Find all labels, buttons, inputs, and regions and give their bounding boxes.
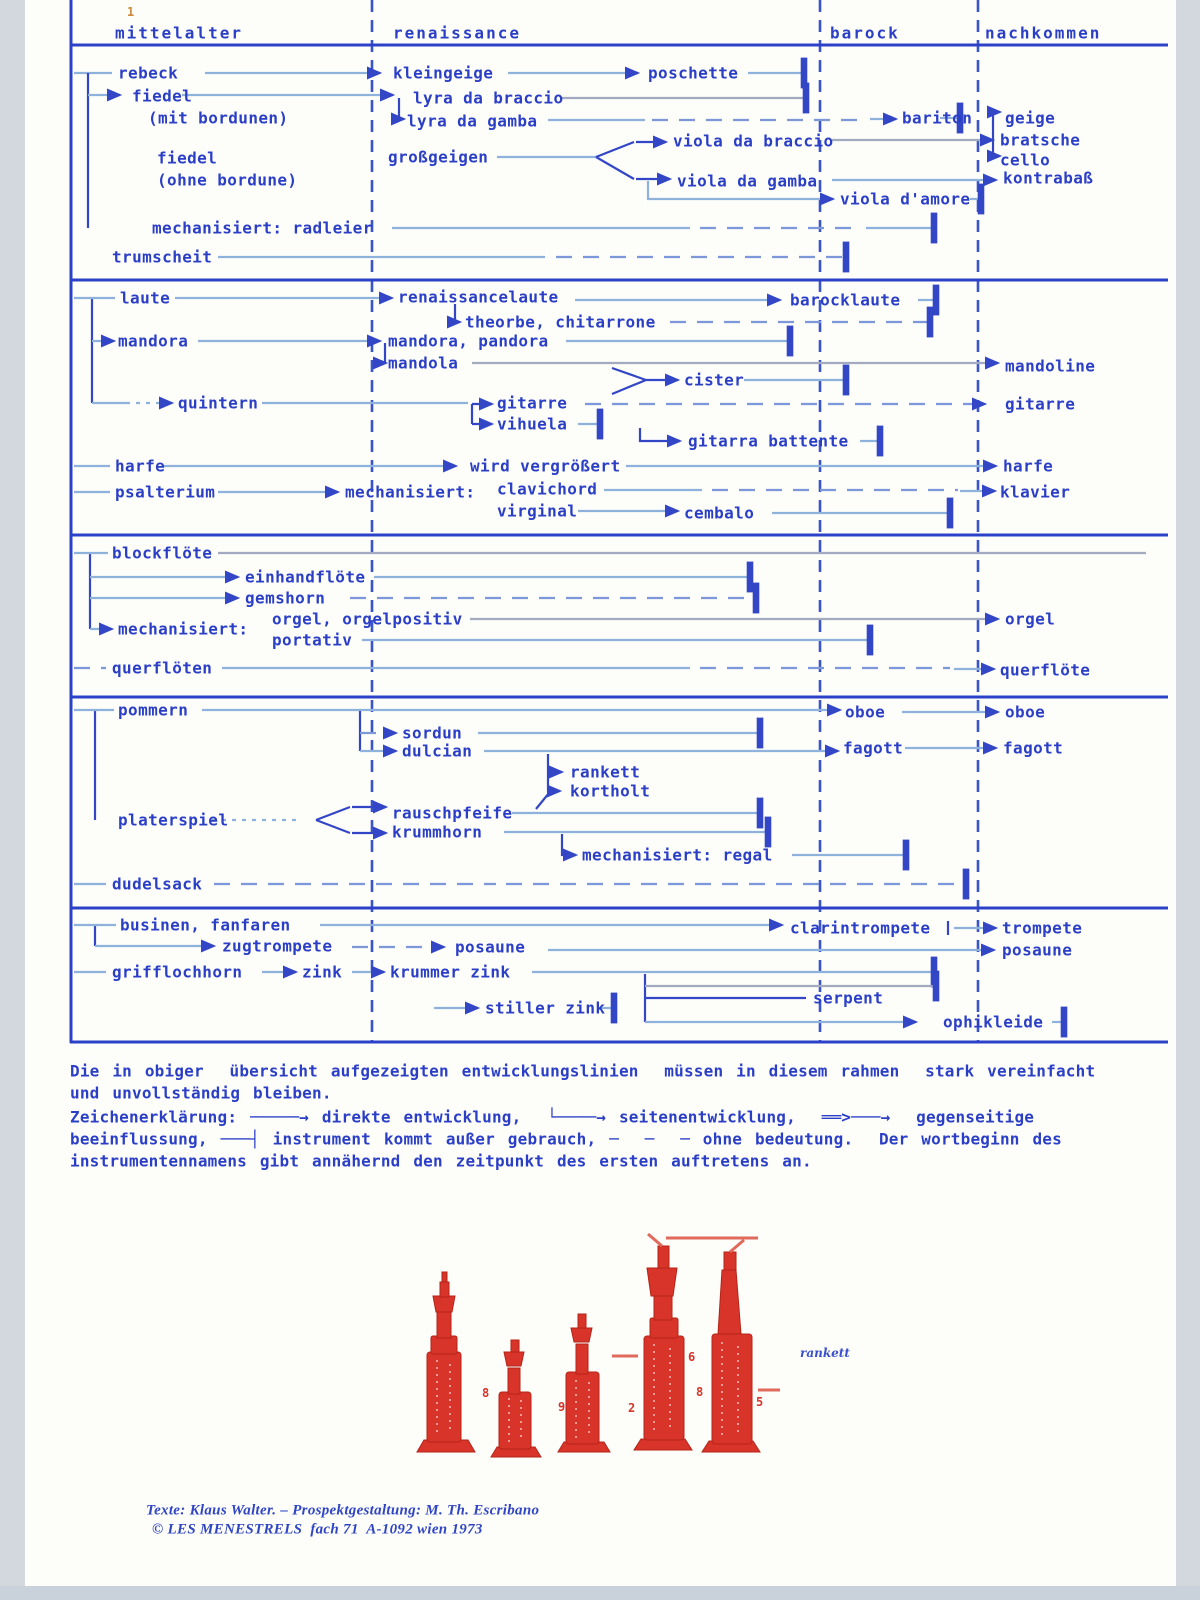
krummhorn: krummhorn — [392, 822, 483, 842]
legend-line-4: beeinflussung, ───┤ instrument kommt außer gebrauch, ─ ─ ─ ohne bedeutung. Der wortbeginn des — [70, 1129, 1062, 1149]
mechanisiert-orgel: mechanisiert: — [118, 619, 249, 639]
clavichord: clavichord — [497, 479, 598, 499]
viola-da-braccio: viola da braccio — [673, 131, 834, 151]
pommern: pommern — [118, 700, 189, 720]
col-nachkommen: nachkommen — [985, 23, 1102, 43]
krummer-zink: krummer zink — [390, 962, 511, 982]
gitarre-nachkommen: gitarre — [1005, 394, 1076, 414]
blockfloete: blockflöte — [112, 543, 213, 563]
oboe-barock: oboe — [845, 702, 886, 722]
geige: geige — [1005, 108, 1056, 128]
laute: laute — [120, 288, 171, 308]
serpent: serpent — [813, 988, 884, 1008]
col-barock: barock — [830, 23, 900, 43]
figure-num-4: 6 — [688, 1350, 696, 1364]
trumscheit: trumscheit — [112, 247, 213, 267]
kortholt: kortholt — [570, 781, 651, 801]
mechanisiert-tasten: mechanisiert: — [345, 482, 476, 502]
orgel-orgelpositiv: orgel, orgelpositiv — [272, 609, 463, 629]
gitarra-battente: gitarra battente — [688, 431, 849, 451]
vihuela: vihuela — [497, 414, 568, 434]
mandora: mandora — [118, 331, 189, 351]
regal: mechanisiert: regal — [582, 845, 773, 865]
figure-num-5: 8 — [696, 1385, 704, 1399]
legend-line-3: Zeichenerklärung: ─────→ direkte entwicklung, └────→ seitenentwicklung, ══>───→ gegenseitige — [70, 1107, 1035, 1127]
bratsche: bratsche — [1000, 130, 1081, 150]
theorbe-chitarrone: theorbe, chitarrone — [465, 312, 656, 332]
renaissancelaute: renaissancelaute — [398, 287, 559, 307]
klavier: klavier — [1000, 482, 1071, 502]
clarintrompete: clarintrompete — [790, 918, 931, 938]
sordun: sordun — [402, 723, 463, 743]
einhandfloete: einhandflöte — [245, 567, 366, 587]
gemshorn: gemshorn — [245, 588, 326, 608]
legend-line-5: instrumentennamens gibt annähernd den zeitpunkt des ersten auftretens an. — [70, 1151, 812, 1171]
psalterium: psalterium — [115, 482, 216, 502]
barocklaute: barocklaute — [790, 290, 901, 310]
zink: zink — [302, 962, 343, 982]
top-mark-1: 1 — [127, 5, 135, 19]
mandora-pandora: mandora, pandora — [388, 331, 549, 351]
dulcian: dulcian — [402, 741, 473, 761]
oboe-nachkommen: oboe — [1005, 702, 1046, 722]
figure-num-6: 5 — [756, 1395, 764, 1409]
viola-da-gamba: viola da gamba — [677, 171, 818, 191]
wird-vergroessert: wird vergrößert — [470, 456, 621, 476]
credit-line-1: Texte: Klaus Walter. – Prospektgestaltung: M. Th. Escribano — [146, 1502, 540, 1519]
kontrabass: kontrabaß — [1003, 168, 1094, 188]
fagott-nachkommen: fagott — [1003, 738, 1064, 758]
cister: cister — [684, 370, 745, 390]
grossgeigen: großgeigen — [388, 147, 489, 167]
figure-num-1: 8 — [482, 1386, 490, 1400]
virginal: virginal — [497, 501, 578, 521]
cembalo: cembalo — [684, 503, 755, 523]
viola-damore: viola d'amore — [840, 189, 971, 209]
harfe: harfe — [115, 456, 166, 476]
rauschpfeife: rauschpfeife — [392, 803, 513, 823]
cello: cello — [1000, 150, 1051, 170]
mandola: mandola — [388, 353, 459, 373]
querfloeten: querflöten — [112, 658, 213, 678]
poschette: poschette — [648, 63, 739, 83]
querfloete-nachkommen: querflöte — [1000, 660, 1091, 680]
rebeck: rebeck — [118, 63, 179, 83]
portativ: portativ — [272, 630, 353, 650]
kleingeige: kleingeige — [393, 63, 494, 83]
orgel-nachkommen: orgel — [1005, 609, 1056, 629]
mandoline: mandoline — [1005, 356, 1096, 376]
figure-num-3: 2 — [628, 1401, 636, 1415]
fiedel-mit: fiedel — [132, 86, 193, 106]
figure-num-2: 9 — [558, 1400, 566, 1414]
dudelsack: dudelsack — [112, 874, 203, 894]
bariton: bariton — [902, 108, 973, 128]
legend-line-1: Die in obiger übersicht aufgezeigten entwicklungslinien müssen in diesem rahmen stark vereinfacht — [70, 1061, 1096, 1081]
rankett: rankett — [570, 762, 641, 782]
grifflochhorn: grifflochhorn — [112, 962, 243, 982]
fiedel-mit-sub: (mit bordunen) — [148, 108, 289, 128]
harfe-nachkommen: harfe — [1003, 456, 1054, 476]
platerspiel: platerspiel — [118, 810, 229, 830]
fiedel-ohne: fiedel — [157, 148, 218, 168]
legend-line-2: und unvollständig bleiben. — [70, 1083, 332, 1103]
figure-caption-rankett: rankett — [800, 1346, 850, 1360]
ophikleide: ophikleide — [943, 1012, 1044, 1032]
fiedel-ohne-sub: (ohne bordune) — [157, 170, 298, 190]
posaune-nachkommen: posaune — [1002, 940, 1073, 960]
lyra-da-gamba: lyra da gamba — [407, 111, 538, 131]
posaune-renaissance: posaune — [455, 937, 526, 957]
businen-fanfaren: businen, fanfaren — [120, 915, 291, 935]
credit-line-2: © LES MENESTRELS fach 71 A-1092 wien 1973 — [152, 1521, 483, 1538]
stiller-zink: stiller zink — [485, 998, 606, 1018]
col-renaissance: renaissance — [393, 23, 521, 43]
fagott-barock: fagott — [843, 738, 904, 758]
radleier: mechanisiert: radleier — [152, 218, 373, 238]
lyra-da-braccio: lyra da braccio — [413, 88, 564, 108]
gitarre: gitarre — [497, 393, 568, 413]
zugtrompete: zugtrompete — [222, 936, 333, 956]
trompete-nachkommen: trompete — [1002, 918, 1083, 938]
col-mittelalter: mittelalter — [115, 23, 243, 43]
quintern: quintern — [178, 393, 259, 413]
